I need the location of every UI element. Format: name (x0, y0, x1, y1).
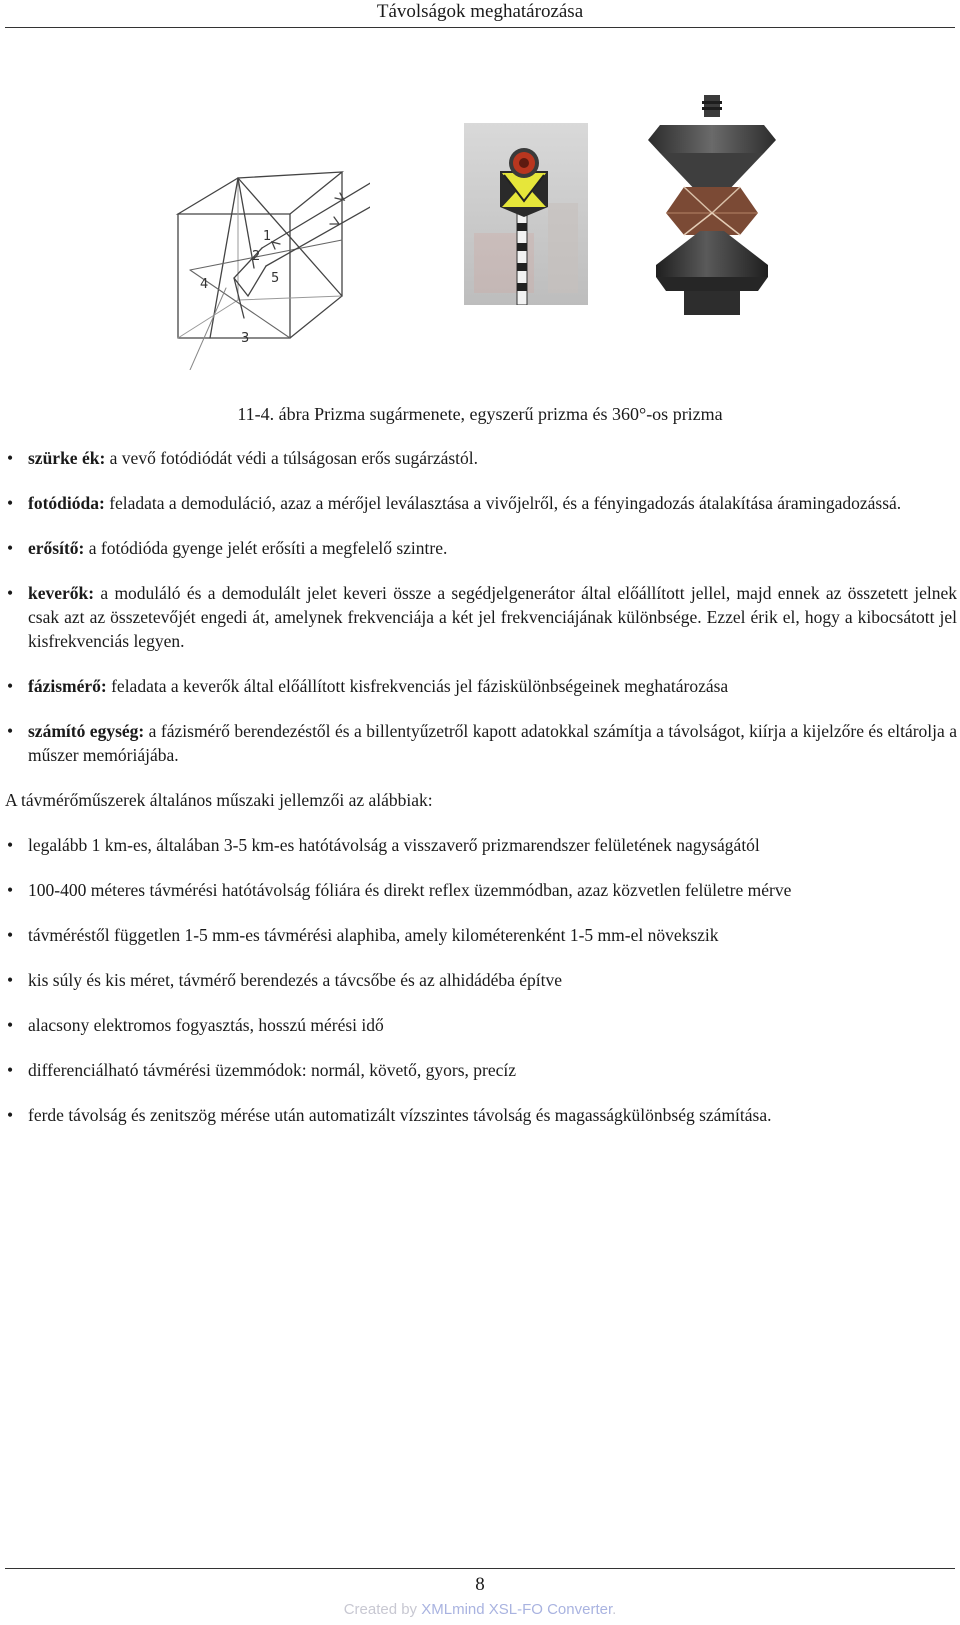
list-item (5, 536, 957, 560)
figure-caption: 11-4. ábra Prizma sugármenete, egyszerű prizma és 360°-os prizma (237, 404, 723, 424)
definition: feladata a keverők által előállított kisfrekvenciás jel fáziskülönbségeinek meghatározása (106, 676, 729, 696)
prism-ray-diagram (130, 120, 370, 370)
list-item: • legalább 1 km-es, általában 3-5 km-es hatótávolság a visszaverő prizmarendszer felületének nagyságától (5, 833, 957, 857)
360-prism-photo (640, 95, 785, 320)
watermark-brand: XMLmind XSL-FO Converter (421, 1601, 613, 1618)
term: szürke ék: (28, 448, 106, 468)
list-item: • alacsony elektromos fogyasztás, hosszú mérési idő (5, 1013, 957, 1037)
definition: feladata a demoduláció, azaz a mérőjel leválasztása a vivőjelről, és a fényingadozás átalakítása áramingadozássá. (104, 493, 902, 513)
header-divider (5, 27, 955, 28)
list-item: • távméréstől független 1-5 mm-es távmérési alaphiba, amely kilométerenként 1-5 mm-el növekszik (5, 923, 957, 947)
list-item (5, 446, 957, 470)
list-item (5, 491, 957, 515)
term: számító egység: (28, 721, 145, 741)
list-item: • differenciálható távmérési üzemmódok: normál, követő, gyors, precíz (5, 1058, 957, 1082)
simple-prism-photo (464, 123, 588, 305)
feature-list (5, 833, 957, 1127)
running-header: Távolságok meghatározása (376, 1, 584, 22)
intro-paragraph: A távmérőműszerek általános műszaki jellemzői az alábbiak: (5, 790, 433, 810)
converter-watermark (0, 1600, 960, 1620)
definition: a vevő fotódiódát védi a túlságosan erős sugárzástól. (105, 448, 479, 468)
document-body (5, 446, 957, 1148)
watermark-suffix: . (612, 1601, 617, 1618)
page-number: 8 (475, 1574, 485, 1595)
definition: a moduláló és a demodulált jelet keveri össze a segédjelgenerátor által előállított jellel, majd ennek az összetett jelnek csak azt az összetevőjét engedi át, amelynek frekvenciája a két jel frekvenciájának különbsége. Ezzel érik el, hogy a kibocsátott jel kisfrekvenciás legyen. (28, 583, 957, 651)
term: fázismérő: (28, 676, 107, 696)
term: keverők: (28, 583, 95, 603)
list-item: • ferde távolság és zenitszög mérése után automatizált vízszintes távolság és magasságkülönbség számítása. (5, 1103, 957, 1127)
footer-divider (5, 1568, 955, 1569)
list-item (5, 719, 957, 767)
list-item: • kis súly és kis méret, távmérő berendezés a távcsőbe és az alhidádéba építve (5, 968, 957, 992)
term: fotódióda: (28, 493, 105, 513)
list-item (5, 581, 957, 653)
watermark-prefix: Created by (343, 1601, 422, 1618)
ray-label-5: 5 (271, 271, 280, 286)
definition: a fotódióda gyenge jelét erősíti a megfelelő szintre. (84, 538, 448, 558)
list-item (5, 674, 957, 698)
term: erősítő: (28, 538, 85, 558)
figure (0, 80, 960, 380)
ray-label-1: 1 (263, 229, 272, 244)
ray-label-3: 3 (241, 331, 250, 346)
component-list (5, 446, 957, 767)
ray-label-2: 2 (252, 249, 261, 264)
list-item: • 100-400 méteres távmérési hatótávolság fóliára és direkt reflex üzemmódban, azaz közvetlen felületre mérve (5, 878, 957, 902)
ray-label-4: 4 (200, 277, 209, 292)
definition: a fázismérő berendezéstől és a billentyűzetről kapott adatokkal számítja a távolságot, kiírja a kijelzőre és eltárolja a műszer memóriájába. (28, 721, 958, 765)
